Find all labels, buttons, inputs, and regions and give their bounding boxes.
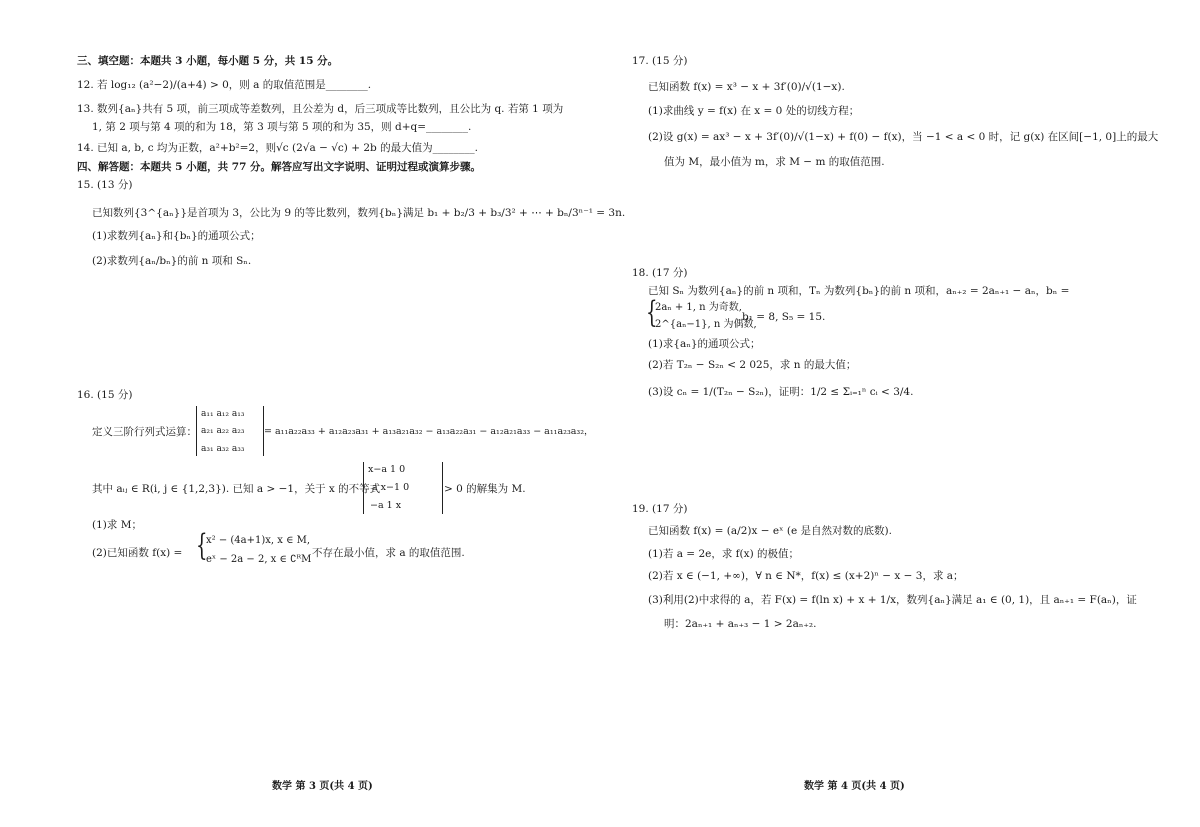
question-19-part-2: (2)若 x ∈ (−1, +∞)，∀ n ∈ N*，f(x) ≤ (x+2)ⁿ − x − 3，求 a； [648,570,964,582]
piecewise-case-1: x² − (4a+1)x, x ∈ M, [206,535,311,546]
determinant-row-1: a₁₁ a₁₂ a₁₃ [201,409,245,419]
page-footer-4: 数学 第 4 页(共 4 页) [804,781,905,792]
question-17-part-2-line-2: 值为 M，最小值为 m，求 M − m 的取值范围. [664,156,885,168]
sequence-case-odd: 2aₙ + 1, n 为奇数, [655,302,742,313]
question-15-stem: 已知数列{3^{aₙ}}是首项为 3，公比为 9 的等比数列，数列{bₙ}满足 b₁ + b₂/3 + b₃/3² + ⋯ + bₙ/3ⁿ⁻¹ = 3n. [92,207,626,219]
question-17-part-2-line-1: (2)设 g(x) = ax³ − x + 3f′(0)/√(1−x) + f(0) − f(x)，当 −1 < a < 0 时，记 g(x) 在区间[−1, 0]上的最大 [648,131,1159,143]
determinant-row-3: a₃₁ a₃₂ a₃₃ [201,444,245,454]
inequality-row-2: a x−1 0 [372,482,410,493]
question-15-title: 15. (13 分) [77,179,133,191]
question-13-line-1: 13. 数列{aₙ}共有 5 项，前三项成等差数列，且公差为 d，后三项成等比数列，且公比为 q. 若第 1 项为 [77,103,564,115]
question-19-title: 19. (17 分) [632,503,688,515]
question-16-part-2-suffix: 不存在最小值，求 a 的取值范围. [312,547,465,559]
determinant-expansion: = a₁₁a₂₂a₃₃ + a₁₂a₂₃a₃₁ + a₁₃a₂₁a₃₂ − a₁₃a₂₂a₃₁ − a₁₂a₂₁a₃₃ − a₁₁a₂₃a₃₂， [264,426,594,437]
determinant-definition [196,406,264,456]
question-17-stem: 已知函数 f(x) = x³ − x + 3f′(0)/√(1−x). [648,81,845,93]
question-17-title: 17. (15 分) [632,55,688,67]
sequence-case-even: 2^{aₙ−1}, n 为偶数, [655,319,757,330]
page-footer-3: 数学 第 3 页(共 4 页) [272,781,373,792]
question-14: 14. 已知 a, b, c 均为正数，a²+b²=2，则√c (2√a − √c) + 2b 的最大值为________. [77,142,478,154]
page-4 [600,0,1200,827]
question-16-condition: 其中 aᵢⱼ ∈ R(i, j ∈ {1,2,3}). 已知 a > −1，关于 x 的不等式 [92,483,381,495]
determinant-row-2: a₂₁ a₂₂ a₂₃ [201,426,245,436]
question-18-part-3: (3)设 cₙ = 1/(T₂ₙ − S₂ₙ)，证明：1/2 ≤ Σᵢ₌₁ⁿ cᵢ < 3/4. [648,386,914,398]
question-16-condition-tail: > 0 的解集为 M. [444,483,526,495]
question-19-part-3-line-1: (3)利用(2)中求得的 a，若 F(x) = f(ln x) + x + 1/x，数列{aₙ}满足 a₁ ∈ (0, 1)，且 aₙ₊₁ = F(aₙ)，证 [648,594,1137,606]
question-19-part-1: (1)若 a = 2e，求 f(x) 的极值； [648,548,800,560]
question-18-part-2: (2)若 T₂ₙ − S₂ₙ < 2 025，求 n 的最大值； [648,359,857,371]
question-16-definition-label: 定义三阶行列式运算： [92,426,197,438]
inequality-row-3: −a 1 x [370,500,402,511]
piecewise-brace: { [196,528,208,563]
inequality-row-1: x−a 1 0 [368,464,406,475]
sequence-brace: { [646,295,658,330]
question-13-line-2: 1, 第 2 项与第 4 项的和为 18，第 3 项与第 5 项的和为 35，则 d+q=________. [92,121,472,133]
question-19-stem: 已知函数 f(x) = (a/2)x − eˣ (e 是自然对数的底数). [648,525,892,537]
piecewise-case-2: eˣ − 2a − 2, x ∈ ∁ᴿM [206,554,312,565]
question-15-part-2: (2)求数列{aₙ/bₙ}的前 n 项和 Sₙ. [92,255,252,267]
question-18-stem-tail: b₁ = 8, S₅ = 15. [742,311,826,323]
section-header-answer: 四、解答题：本题共 5 小题，共 77 分。解答应写出文字说明、证明过程或演算步骤。 [77,161,482,173]
determinant-inequality [363,462,443,514]
question-19-part-3-line-2: 明：2aₙ₊₁ + aₙ₊₃ − 1 > 2aₙ₊₂. [664,618,817,630]
question-15-part-1: (1)求数列{aₙ}和{bₙ}的通项公式； [92,230,261,242]
section-header-fill-in: 三、填空题：本题共 3 小题，每小题 5 分，共 15 分。 [77,55,339,67]
question-16-part-1: (1)求 M； [92,519,142,531]
question-17-part-1: (1)求曲线 y = f(x) 在 x = 0 处的切线方程； [648,105,860,117]
question-16-part-2-prefix: (2)已知函数 f(x) = [92,547,183,559]
question-12: 12. 若 log₁₂ (a²−2)/(a+4) > 0，则 a 的取值范围是________. [77,79,372,91]
question-18-title: 18. (17 分) [632,267,688,279]
question-18-part-1: (1)求{aₙ}的通项公式； [648,338,761,350]
question-18-stem: 已知 Sₙ 为数列{aₙ}的前 n 项和，Tₙ 为数列{bₙ}的前 n 项和，aₙ₊₂ = 2aₙ₊₁ − aₙ，bₙ = [648,285,1070,297]
question-16-title: 16. (15 分) [77,389,133,401]
